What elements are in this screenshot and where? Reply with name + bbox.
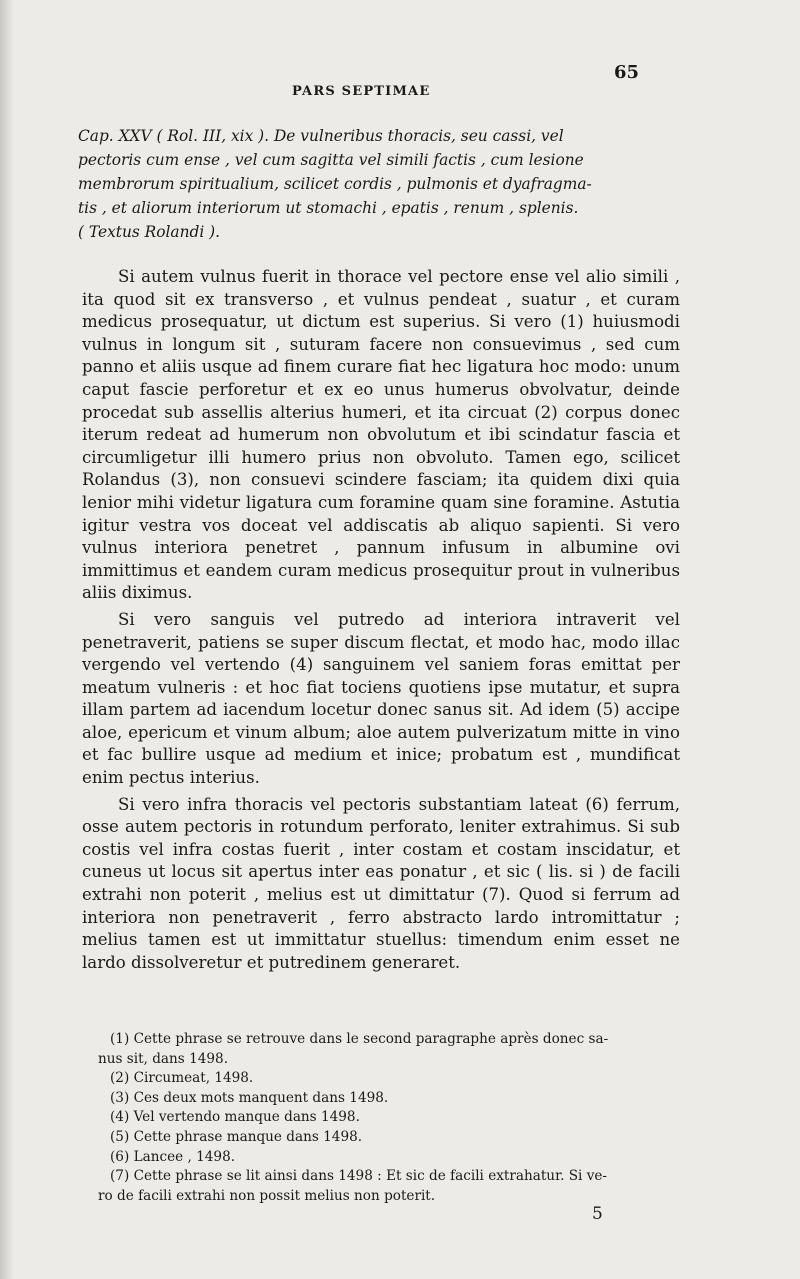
paragraph: Si vero infra thoracis vel pectoris substantiam lateat (6) ferrum, osse autem pectoris in rotundum perforato, leniter extrahimus. Si sub costis vel infra costas fuerit , inter costam et costam inscidatur, et cuneus ut locus sit apertus inter eas ponatur , et sic ( lis. si ) de facili extrahi non poterit , melius est ut dimittatur (7). Quod si ferrum ad interiora non penetraverit , ferro abstracto lardo intromittatur ; melius tamen est ut immittatur stuellus: timendum enim esset ne lardo dissolveretur et putredinem generaret. bbox=[82, 794, 680, 972]
footnote: (6) Lancee , 1498. bbox=[110, 1148, 236, 1165]
paragraph: Si autem vulnus fuerit in thorace vel pectore ense vel alio simili , ita quod sit ex transverso , et vulnus pendeat , suatur , et curam medicus prosequatur, ut dictum est superius. Si vero (1) huiusmodi vulnus in longum sit , suturam facere non consuevimus , sed cum panno et aliis usque ad finem curare fiat hec ligatura hoc modo: unum caput fascie perforetur et ex eo unus humerus obvolvatur, deinde procedat sub assellis alterius humeri, et ita circuat (2) corpus donec iterum redeat ad humerum non obvolutum et ibi scindatur fascia et circumligetur illi humero prius non obvoluto. Tamen ego, scilicet Rolandus (3), non consuevi scindere fasciam; ita quidem dixi quia lenior mihi videtur ligatura cum foramine quam sine foramine. Astutia igitur vestra vos doceat vel addiscatis ab aliquo sapienti. Si vero vulnus interiora penetret , pannum infusum in albumine ovi immittimus et eandem curam medicus prosequitur prout in vulneribus aliis diximus. bbox=[82, 267, 680, 603]
body-text bbox=[82, 266, 680, 978]
footnote: (1) Cette phrase se retrouve dans le second paragraphe après donec sa- bbox=[110, 1031, 609, 1047]
chapter-heading-line: pectoris cum ense , vel cum sagitta vel simili factis , cum lesione bbox=[78, 151, 584, 169]
chapter-heading-line: tis , et aliorum interiorum ut stomachi , epatis , renum , splenis. bbox=[78, 199, 579, 217]
paragraph: Si vero sanguis vel putredo ad interiora intraverit vel penetraverit, patiens se super discum flectat, et modo hac, modo illac vergendo vel vertendo (4) sanguinem vel saniem foras emittat per meatum vulneris : et hoc fiat tociens quotiens ipse mutatur, et supra illam partem ad iacendum locetur donec sanus sit. Ad idem (5) accipe aloe, epericum et vinum album; aloe autem pulverizatum mitte in vino et fac bullire usque ad medium et inice; probatum est , mundificat enim pectus interius. bbox=[82, 609, 680, 788]
footnote-continuation: ro de facili extrahi non possit melius non poterit. bbox=[98, 1187, 436, 1204]
footnote: (5) Cette phrase manque dans 1498. bbox=[110, 1128, 363, 1145]
footnote-continuation: nus sit, dans 1498. bbox=[98, 1050, 229, 1067]
chapter-heading-line: ( Textus Rolandi ). bbox=[78, 223, 221, 241]
footnote: (2) Circumeat, 1498. bbox=[110, 1070, 254, 1087]
page-number: 65 bbox=[614, 62, 640, 83]
footnote: (4) Vel vertendo manque dans 1498. bbox=[110, 1109, 360, 1126]
footnote: (3) Ces deux mots manquent dans 1498. bbox=[110, 1089, 389, 1106]
chapter-heading-line: Cap. XXV ( Rol. III, xix ). De vulneribus thoracis, seu cassi, vel bbox=[78, 127, 564, 145]
scan-edge bbox=[0, 0, 14, 1279]
running-head: PARS SEPTIMAE bbox=[292, 84, 431, 99]
footnote: (7) Cette phrase se lit ainsi dans 1498 : Et sic de facili extrahatur. Si ve- bbox=[110, 1168, 608, 1185]
chapter-heading bbox=[78, 124, 678, 244]
chapter-heading-line: membrorum spiritualium, scilicet cordis , pulmonis et dyafragma- bbox=[78, 175, 592, 193]
footnotes bbox=[98, 1030, 680, 1206]
signature-mark: 5 bbox=[592, 1204, 603, 1224]
page-header bbox=[0, 62, 800, 102]
